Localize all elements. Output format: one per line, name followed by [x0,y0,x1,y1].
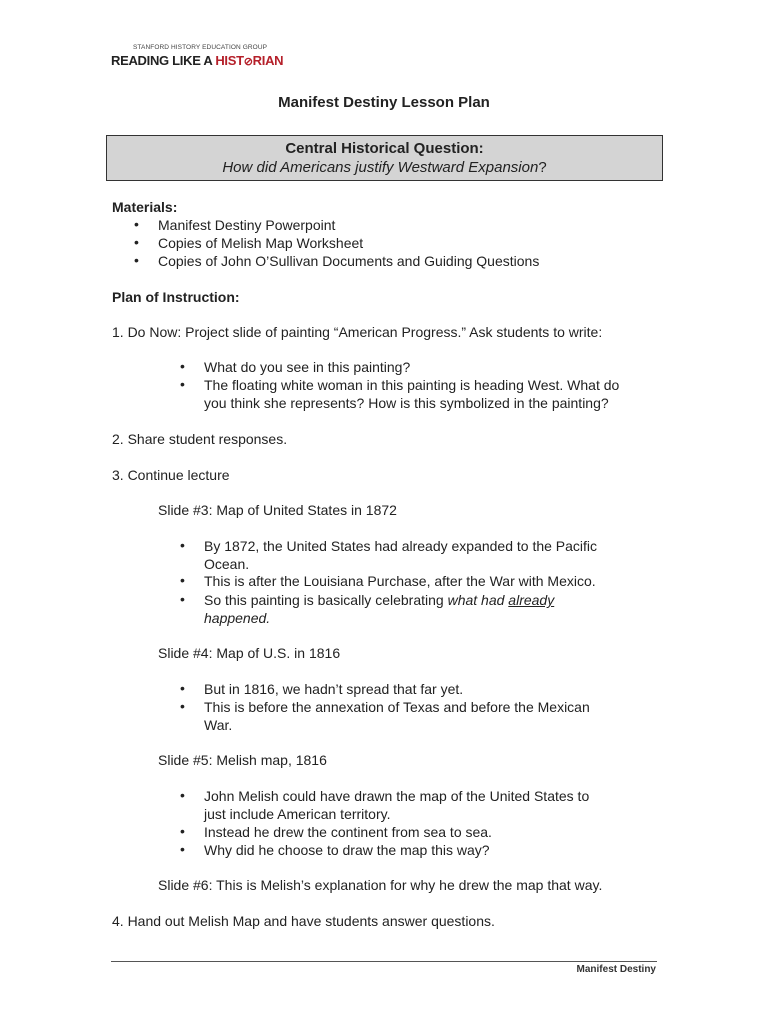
step-4: 4. Hand out Melish Map and have students answer questions. [112,913,495,929]
list-item-continued: War. [204,717,233,733]
bullet-icon: • [180,680,185,696]
slide-5-label: Slide #5: Melish map, 1816 [158,752,327,768]
question-text [107,159,662,176]
list-item-continued: Ocean. [204,556,250,572]
step-2: 2. Share student responses. [112,431,288,447]
materials-heading: Materials: [112,199,178,215]
footer-title: Manifest Destiny [576,964,656,975]
step-1: 1. Do Now: Project slide of painting “American Progress.” Ask students to write: [112,324,603,340]
logo-text-2: HIST [215,53,244,68]
list-item: Why did he choose to draw the map this way? [204,842,490,858]
slide-6-label: Slide #6: This is Melish’s explanation for why he drew the map that way. [158,877,603,893]
bullet-icon: • [180,698,185,714]
slide-3-label: Slide #3: Map of United States in 1872 [158,502,397,518]
underlined-run: already [508,592,555,608]
italic-run: happened. [204,610,271,626]
list-item: This is before the annexation of Texas and before the Mexican [204,699,590,715]
logo-org-name: STANFORD HISTORY EDUCATION GROUP [133,44,268,51]
list-item-continued [204,609,270,627]
list-item: Manifest Destiny Powerpoint [158,217,336,233]
bullet-icon: • [180,537,185,553]
footer-divider [111,961,657,962]
bullet-icon: • [180,823,185,839]
bullet-icon: • [180,376,185,392]
list-item: Copies of Melish Map Worksheet [158,235,364,251]
magnifier-icon: ⊘ [243,56,253,68]
list-item [204,591,554,609]
list-item: What do you see in this painting? [204,359,411,375]
step-3: 3. Continue lecture [112,467,230,483]
text-run: So this painting is basically celebrating [204,592,448,608]
logo-text-3: RIAN [252,53,284,68]
bullet-icon: • [180,841,185,857]
list-item: Copies of John O’Sullivan Documents and Guiding Questions [158,253,540,269]
italic-run: what had [447,592,509,608]
list-item: The floating white woman in this painting is heading West. What do [204,377,620,393]
logo-text-1: READING LIKE A [111,53,216,68]
logo [111,53,283,68]
bullet-icon: • [180,591,185,607]
list-item-continued: just include American territory. [204,806,391,822]
question-mark: ? [538,159,547,176]
list-item: But in 1816, we hadn’t spread that far yet. [204,681,464,697]
list-item: This is after the Louisiana Purchase, after the War with Mexico. [204,573,596,589]
central-question-box [106,135,663,181]
bullet-icon: • [134,216,139,232]
question-heading: Central Historical Question: [285,140,484,157]
list-item: By 1872, the United States had already expanded to the Pacific [204,538,598,554]
list-item-continued: you think she represents? How is this symbolized in the painting? [204,395,609,411]
list-item: Instead he drew the continent from sea to sea. [204,824,492,840]
bullet-icon: • [180,787,185,803]
page-title: Manifest Destiny Lesson Plan [278,94,490,111]
slide-4-label: Slide #4: Map of U.S. in 1816 [158,645,341,661]
bullet-icon: • [180,358,185,374]
bullet-icon: • [134,234,139,250]
question-italic: How did Americans justify Westward Expansion [222,159,539,176]
bullet-icon: • [134,252,139,268]
list-item: John Melish could have drawn the map of the United States to [204,788,590,804]
bullet-icon: • [180,572,185,588]
plan-heading: Plan of Instruction: [112,289,240,305]
